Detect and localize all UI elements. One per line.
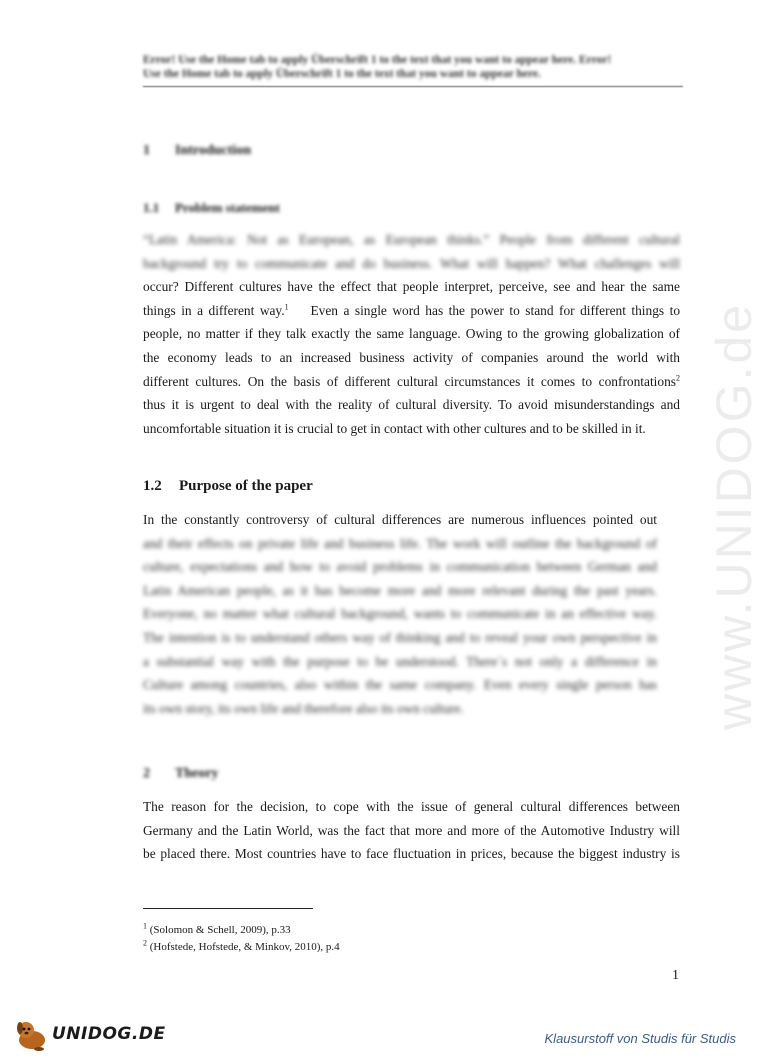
- logo-text: UNIDOG.DE: [52, 1024, 166, 1044]
- paragraph-line: The reason for the decision, to cope with the issue of general cultural differences between: [143, 799, 680, 814]
- paragraph-line: and their effects on private life and business life. The work will outline the background of: [143, 535, 657, 551]
- heading-problem-statement: [143, 200, 280, 216]
- footnote-text: (Hofstede, Hofstede, & Minkov, 2010), p.4: [149, 941, 340, 953]
- heading-title: Purpose of the paper: [179, 478, 313, 494]
- footnote-text: (Solomon & Schell, 2009), p.33: [149, 924, 291, 936]
- footnote-separator: [143, 908, 313, 909]
- heading-title: Theory: [175, 766, 219, 781]
- heading-title: Problem statement: [175, 200, 280, 215]
- line-text: different cultures. On the basis of different cultural circumstances it comes to confrontations: [143, 373, 676, 389]
- problem-paragraph: [143, 228, 680, 440]
- heading-introduction: [143, 143, 251, 159]
- paragraph-line: [143, 370, 680, 394]
- paragraph-line: its own story, its own life and therefore also its own culture.: [143, 700, 464, 716]
- heading-number: 2: [143, 766, 150, 781]
- paragraph-line: Germany and the Latin World, was the fact that more and more of the Automotive Industry will: [143, 822, 680, 838]
- footnote: [143, 921, 291, 936]
- paragraph-line: In the constantly controversy of cultural differences are numerous influences pointed out: [143, 512, 657, 527]
- paragraph-line: The intention is to understand others way of thinking and to reveal your own perspective in: [143, 629, 657, 645]
- page-number: 1: [672, 968, 679, 983]
- paragraph-line: uncomfortable situation it is crucial to get in contact with other cultures and to be skilled in it.: [143, 420, 646, 436]
- header-line-1: Error! Use the Home tab to apply Überschrift 1 to the text that you want to appear here. Error!: [143, 54, 612, 66]
- heading-number: 1.1: [143, 200, 160, 215]
- purpose-paragraph: [143, 508, 657, 720]
- paragraph-line: Culture among countries, also within the same company. Even every single person has: [143, 677, 657, 693]
- paragraph-line: thus it is urgent to deal with the reality of cultural diversity. To avoid misunderstandings and: [143, 397, 680, 413]
- paragraph-line: Everyone, no matter what cultural background, wants to communicate in an effective way.: [143, 606, 657, 622]
- theory-paragraph: [143, 795, 680, 866]
- paragraph-line: “Latin America: Not as European, as European thinks.” People from different cultural: [143, 232, 680, 247]
- dog-mascot-icon: [12, 1018, 52, 1052]
- header-line-2: Use the Home tab to apply Überschrift 1 to the text that you want to appear here.: [143, 68, 541, 80]
- heading-number: 1: [143, 143, 150, 158]
- paragraph-line: people, no matter if they talk exactly the same language. Owing to the growing globalization of: [143, 326, 680, 342]
- heading-title: Introduction: [175, 143, 251, 158]
- heading-number: 1.2: [143, 478, 162, 494]
- watermark: www.UNIDOG.de: [706, 302, 762, 730]
- paragraph-line: a substantial way with the purpose to be understood. There´s not only a difference in: [143, 653, 657, 669]
- unidog-logo: [12, 1018, 166, 1052]
- paragraph-line: occur? Different cultures have the effect that people interpret, perceive, see and hear the same: [143, 279, 680, 295]
- paragraph-line: the economy leads to an increased business activity of companies around the world with: [143, 349, 680, 365]
- paragraph-line: [143, 299, 680, 323]
- running-header: [143, 53, 683, 81]
- paragraph-line: be placed there. Most countries have to face fluctuation in prices, because the biggest industry is: [143, 846, 680, 862]
- line-text: things in a different way.: [143, 302, 285, 318]
- footnote-mark: 1: [143, 921, 147, 931]
- heading-purpose: [143, 478, 313, 495]
- footnote-ref: 1: [284, 302, 289, 312]
- line-text: Even a single word has the power to stand for different things to: [310, 302, 681, 318]
- footnote: [143, 938, 340, 953]
- heading-theory: [143, 766, 219, 782]
- footnote-mark: 2: [143, 938, 147, 948]
- footer-slogan: Klausurstoff von Studis für Studis: [544, 1031, 736, 1046]
- footnote-ref: 2: [676, 373, 680, 383]
- header-rule: [143, 86, 683, 87]
- paragraph-line: Latin American people, as it has become more and more relevant during the past years.: [143, 582, 657, 598]
- paragraph-line: culture, expectations and how to avoid problems in communication between German and: [143, 559, 657, 575]
- paragraph-line: background try to communicate and do business. What will happen? What challenges will: [143, 255, 680, 271]
